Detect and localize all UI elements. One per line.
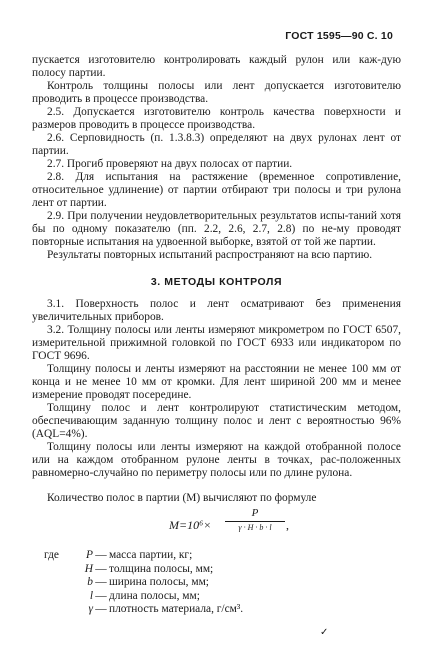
page-header: ГОСТ 1595—90 С. 10	[285, 30, 393, 42]
paragraph: 2.5. Допускается изготовителю контроль качества поверхности и размеров проводить в процессе производства.	[32, 106, 401, 131]
paragraph: пускается изготовителю контролировать каждый рулон или каж-дую полосу партии.	[32, 54, 401, 79]
definition-text: плотность материала, г/см³.	[109, 603, 244, 615]
definition-symbol: H	[84, 562, 93, 575]
paragraph: 2.8. Для испытания на растяжение (временное сопротивление, относительное удлинение) от партии отбирают три полосы и три рулона лент от партии.	[32, 171, 401, 209]
definition-row	[44, 603, 401, 617]
paragraph: Толщину полос и лент контролируют статистическим методом, обеспечивающим заданную толщину полос и лент с вероятностью 96% (AQL=4%).	[32, 402, 401, 440]
paragraph: 2.7. Прогиб проверяют на двух полосах от партии.	[47, 158, 293, 170]
definition-dash: —	[95, 603, 107, 615]
definition-dash: —	[95, 549, 107, 561]
check-mark-icon: ✓	[320, 627, 329, 638]
definition-lead: где	[44, 549, 59, 561]
paragraph: Контроль толщины полосы или лент допускается изготовителю проводить в процессе производства.	[32, 80, 401, 105]
paragraph: 2.6. Серповидность (п. 1.3.8.3) определяют на двух рулонах лент от партии.	[32, 132, 401, 157]
formula-lhs: M=10⁶×	[169, 518, 212, 532]
paragraph: 2.9. При получении неудовлетворительных результатов испы-таний хотя бы по одному показателю (пп. 2.2, 2.6, 2.7, 2.8) по не-му проводят повторные испытания на удвоенной выборке, взятой от той же партии.	[32, 210, 401, 248]
formula	[169, 507, 401, 547]
fraction-bar	[225, 521, 285, 522]
definition-row	[44, 563, 401, 577]
section-title: 3. МЕТОДЫ КОНТРОЛЯ	[150, 276, 283, 288]
formula-fraction	[225, 507, 285, 533]
definition-text: масса партии, кг;	[109, 549, 193, 561]
formula-numerator: P	[251, 507, 259, 519]
definition-symbol: P	[86, 549, 93, 561]
definition-lead	[44, 576, 67, 590]
paragraph: Толщину полосы или ленты измеряют на каждой отобранной полосе или на каждом отобранном рулоне ленты в точках, рас-положенных равномерно-случайно по периметру полосы или по длине рулона.	[32, 441, 401, 479]
definition-symbol: b	[87, 576, 93, 588]
definition-lead	[44, 590, 67, 604]
document-body	[32, 54, 401, 617]
definition-lead	[44, 563, 67, 577]
definition-row	[44, 576, 401, 590]
definition-symbol: γ	[88, 603, 93, 615]
definition-text: длина полосы, мм;	[109, 589, 200, 602]
definition-row	[44, 549, 401, 563]
definition-dash: —	[95, 589, 107, 602]
formula-trail: ,	[286, 518, 289, 532]
definition-dash: —	[95, 576, 107, 588]
definition-dash: —	[95, 562, 107, 575]
definition-symbol: l	[89, 589, 93, 602]
formula-denominator: γ · H · b · l	[238, 523, 272, 532]
definition-text: ширина полосы, мм;	[109, 576, 209, 588]
paragraph: Результаты повторных испытаний распространяют на всю партию.	[47, 249, 373, 261]
paragraph: Количество полос в партии (M) вычисляют по формуле	[47, 492, 317, 504]
paragraph: 3.2. Толщину полосы или ленты измеряют микрометром по ГОСТ 6507, измерительной прижимной головкой по ГОСТ 6933 или индикатором по ГОСТ 9696.	[32, 324, 401, 362]
paragraph: 3.1. Поверхность полос и лент осматривают без применения увеличительных приборов.	[32, 298, 401, 323]
paragraph: Толщину полосы и ленты измеряют на расстоянии не менее 100 мм от конца и не менее 10 мм от кромки. Для лент шириной 200 мм и менее измерение проводят посередине.	[32, 363, 401, 401]
definitions-list	[44, 549, 401, 617]
definition-row	[44, 590, 401, 604]
definition-text: толщина полосы, мм;	[109, 562, 214, 575]
definition-lead	[44, 603, 67, 617]
